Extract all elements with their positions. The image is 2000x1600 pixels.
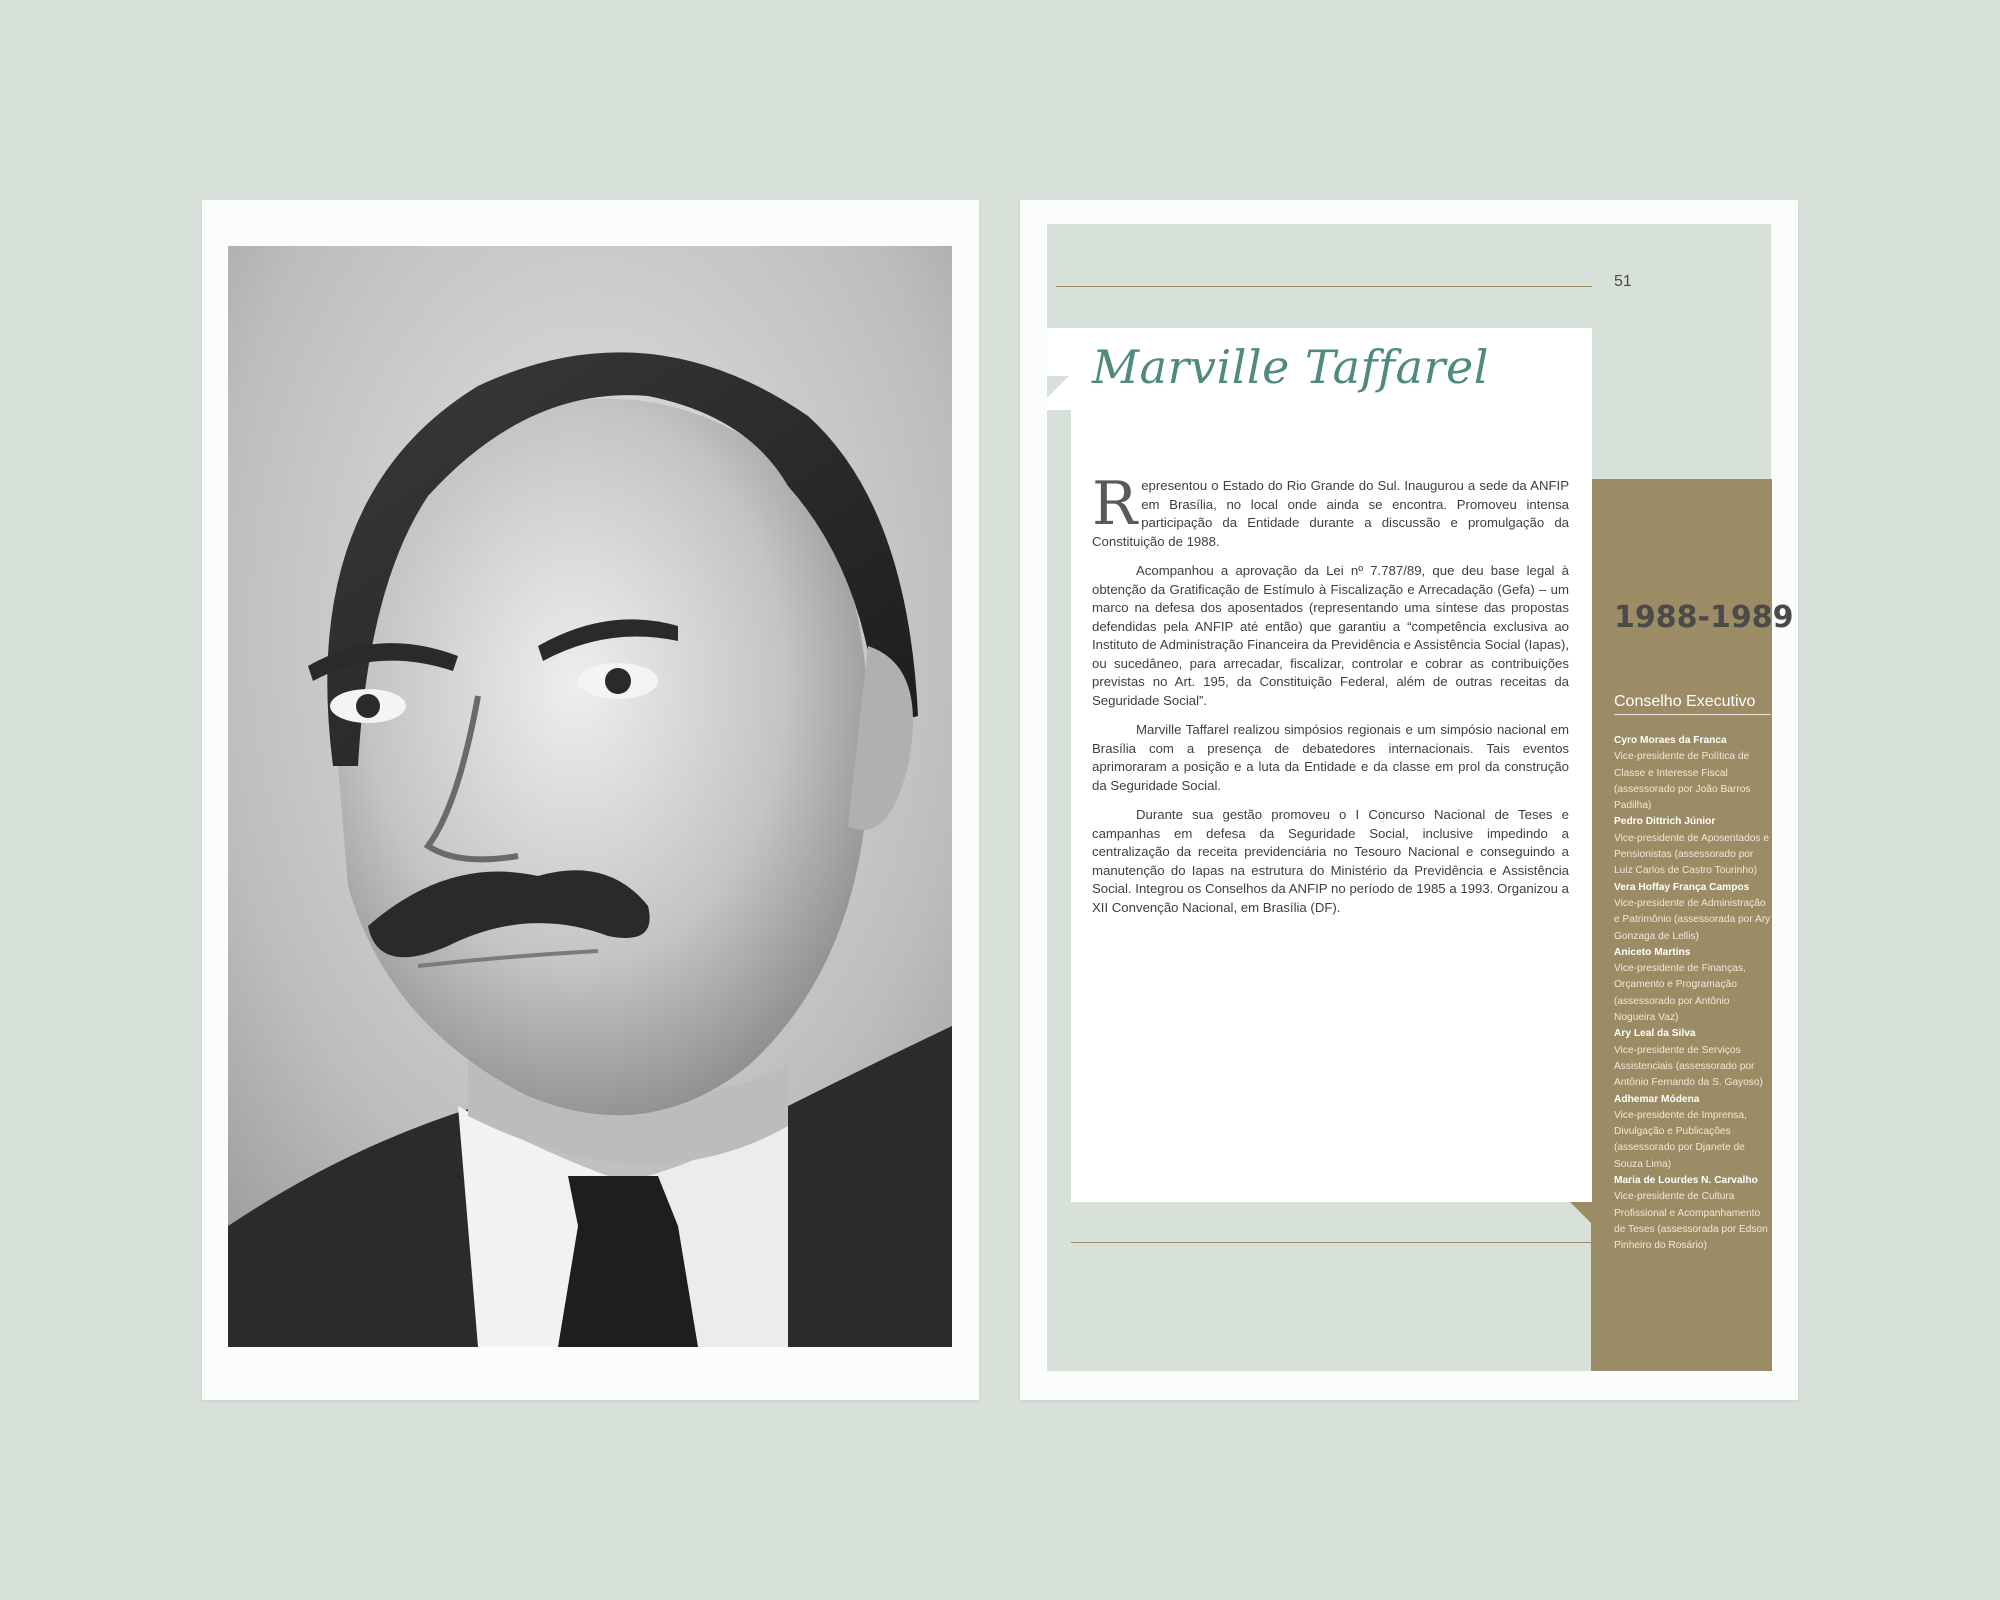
bio-paragraph: Durante sua gestão promoveu o I Concurso Nacional de Teses e campanhas em defesa da Seguridade Social, inclusive impedindo a centralização da receita previdenciária no Tesouro Nacional e conseguindo a manutenção do Iapas na estrutura do Ministério da Previdência e Assistência Social. Integrou os Conselhos da ANFIP no período de 1985 a 1993. Organizou a XII Convenção Nacional, em Brasília (DF). bbox=[1092, 807, 1569, 915]
card-fold-bottom bbox=[1570, 1202, 1592, 1224]
member-role: Vice-presidente de Cultura Profissional e Acompanhamento de Teses (assessorada por Edson Pinheiro do Rosário) bbox=[1614, 1191, 1768, 1252]
page-number: 51 bbox=[1614, 273, 1632, 290]
portrait-image bbox=[228, 246, 952, 1347]
member-role: Vice-presidente de Imprensa, Divulgação e Publicações (assessorado por Djanete de Souza Lima) bbox=[1614, 1109, 1747, 1170]
member-role: Vice-presidente de Administração e Patrimônio (assessorada por Ary Gonzaga de Lellis) bbox=[1614, 897, 1771, 942]
card-fold-top bbox=[1047, 376, 1069, 398]
member-role: Vice-presidente de Serviços Assistenciais (assessorado por Antônio Fernando da S. Gayoso) bbox=[1614, 1044, 1763, 1089]
member-name: Maria de Lourdes N. Carvalho bbox=[1614, 1175, 1758, 1187]
list-item bbox=[1614, 1026, 1771, 1091]
bio-paragraph: Acompanhou a aprovação da Lei nº 7.787/89, que deu base legal à obtenção da Gratificação de Estímulo à Fiscalização e Arrecadação (Gefa) – um marco na defesa dos aposentados (representando uma síntese das propostas defendidas pela ANFIP até então) que garantiu a “competência exclusiva ao Instituto de Administração Financeira da Previdência e Assistência Social (Iapas), ou sucedâneo, para arrecadar, fiscalizar, controlar e cobrar as contribuições previstas no Art. 195, da Constituição Federal, além de outras receitas da Seguridade Social”. bbox=[1092, 563, 1569, 708]
left-page bbox=[202, 200, 979, 1400]
member-name: Ary Leal da Silva bbox=[1614, 1028, 1696, 1040]
member-name: Aniceto Martins bbox=[1614, 946, 1691, 958]
footer-rule bbox=[1071, 1242, 1592, 1243]
list-item bbox=[1614, 880, 1771, 945]
page-title: Marville Taffarel bbox=[1092, 340, 1489, 394]
member-role: Vice-presidente de Política de Classe e Interesse Fiscal (assessorado por João Barros Padilha) bbox=[1614, 751, 1751, 812]
bio-paragraph: Representou o Estado do Rio Grande do Sul. Inaugurou a sede da ANFIP em Brasília, no local onde ainda se encontra. Promoveu intensa participação da Entidade durante a discussão e promulgação da Constituição de 1988. bbox=[1092, 469, 1569, 549]
card-left-strip bbox=[1047, 410, 1071, 1202]
biography-text bbox=[1092, 469, 1569, 928]
list-item bbox=[1614, 1173, 1771, 1254]
list-item bbox=[1614, 814, 1771, 879]
member-role: Vice-presidente de Aposentados e Pensionistas (assessorado por Luiz Carlos de Castro Tourinho) bbox=[1614, 832, 1770, 877]
member-name: Pedro Dittrich Júnior bbox=[1614, 816, 1716, 828]
list-item bbox=[1614, 945, 1771, 1026]
bio-paragraph: Marville Taffarel realizou simpósios regionais e um simpósio nacional em Brasília com a presença de debatedores internacionais. Tais eventos aprimoraram a posição e a luta da Entidade e da classe em prol da construção da Seguridade Social. bbox=[1092, 722, 1569, 793]
member-name: Vera Hoffay França Campos bbox=[1614, 881, 1750, 893]
list-item bbox=[1614, 733, 1771, 814]
member-name: Cyro Moraes da Franca bbox=[1614, 735, 1727, 746]
list-item bbox=[1614, 1092, 1771, 1173]
member-role: Vice-presidente de Finanças, Orçamento e Programação (assessorado por Antônio Nogueira Vaz) bbox=[1614, 963, 1746, 1024]
right-page bbox=[1020, 200, 1798, 1400]
portrait-drawing-icon bbox=[228, 246, 952, 1347]
header-rule bbox=[1056, 286, 1592, 287]
council-heading: Conselho Executivo bbox=[1614, 693, 1771, 715]
term-years: 1988-1989 bbox=[1614, 600, 1794, 635]
council-list bbox=[1614, 733, 1771, 1252]
drop-cap: R bbox=[1092, 469, 1138, 539]
member-name: Adhemar Módena bbox=[1614, 1093, 1700, 1105]
